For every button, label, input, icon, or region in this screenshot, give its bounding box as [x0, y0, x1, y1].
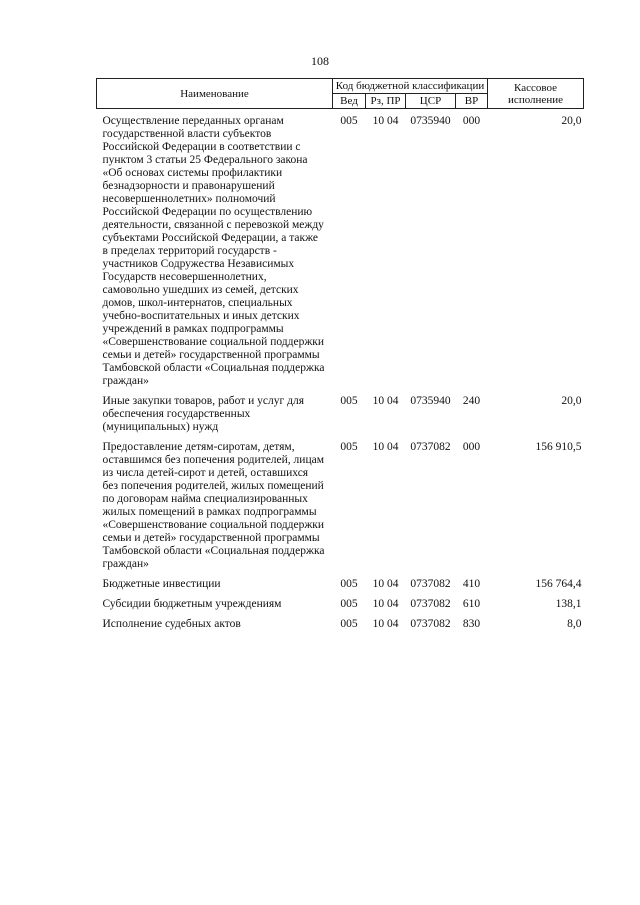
row-vr: 000 — [462, 115, 481, 127]
row-amount: 156 764,4 — [535, 578, 582, 590]
header-rz-pr: Рз, ПР — [366, 94, 406, 109]
row-rz-pr: 10 04 — [372, 618, 399, 630]
row-rz-pr: 10 04 — [372, 115, 399, 127]
table-row — [97, 109, 584, 396]
row-ved: 005 — [340, 115, 358, 127]
row-ved: 005 — [340, 395, 358, 407]
row-name: Иные закупки товаров, работ и услуг для обеспечения государственных (муниципальных) нужд — [102, 395, 304, 433]
row-amount: 20,0 — [561, 395, 582, 407]
row-vr: 410 — [462, 578, 481, 590]
row-amount: 156 910,5 — [535, 441, 582, 453]
header-name: Наименование — [97, 79, 333, 109]
row-name: Предоставление детям-сиротам, детям, оставшимся без попечения родителей, лицам из числа детей-сирот и детей, оставшихся без попечения родителей, жилых помещений по договорам найма специализированных жилых помещений в рамках подпрограммы «Совершенствование социальной поддержки семьи и детей» государственной программы Тамбовской области «Социальная поддержка граждан» — [102, 441, 325, 570]
row-csr: 0737082 — [410, 618, 451, 630]
header-execution: Кассовое исполнение — [488, 79, 584, 109]
table-header — [97, 79, 584, 109]
row-csr: 0735940 — [410, 115, 451, 127]
row-csr: 0735940 — [410, 395, 451, 407]
header-ved: Вед — [333, 94, 366, 109]
row-name: Субсидии бюджетным учреждениям — [102, 598, 282, 610]
row-rz-pr: 10 04 — [372, 395, 399, 407]
row-vr: 000 — [462, 441, 481, 453]
row-ved: 005 — [340, 578, 358, 590]
table-row — [97, 441, 584, 578]
row-name: Осуществление переданных органам государственной власти субъектов Российской Федерации в соответствии с пунктом 3 статьи 25 Федерального закона «Об основах системы профилактики безнадзорности и правонарушений несовершеннолетних» полномочий Российской Федерации по осуществлению деятельности, связанной с перевозкой между субъектами Российской Федерации, а также в пределах территорий государств - участников Содружества Независимых Государств несовершеннолетних, самовольно ушедших из семей, детских домов, школ-интернатов, специальных учебно-воспитательных и иных детских учреждений в рамках подпрограммы «Совершенствование социальной поддержки семьи и детей» государственной программы Тамбовской области «Социальная поддержка граждан» — [102, 115, 325, 387]
row-csr: 0737082 — [410, 441, 451, 453]
row-ved: 005 — [340, 618, 358, 630]
table-row — [97, 598, 584, 618]
row-csr: 0737082 — [410, 598, 451, 610]
header-code-group: Код бюджетной классификации — [333, 79, 488, 94]
page-number: 108 — [311, 54, 329, 68]
table-row — [97, 618, 584, 638]
table-row — [97, 395, 584, 441]
row-vr: 830 — [462, 618, 481, 630]
row-name: Бюджетные инвестиции — [102, 578, 221, 590]
header-vr: ВР — [456, 94, 488, 109]
row-rz-pr: 10 04 — [372, 578, 399, 590]
row-csr: 0737082 — [410, 578, 451, 590]
header-csr: ЦСР — [406, 94, 456, 109]
budget-table — [96, 78, 584, 638]
row-rz-pr: 10 04 — [372, 598, 399, 610]
row-vr: 240 — [462, 395, 481, 407]
row-ved: 005 — [340, 598, 358, 610]
row-amount: 138,1 — [555, 598, 582, 610]
row-name: Исполнение судебных актов — [102, 618, 241, 630]
row-amount: 20,0 — [561, 115, 582, 127]
table-row — [97, 578, 584, 598]
row-ved: 005 — [340, 441, 358, 453]
row-amount: 8,0 — [567, 618, 582, 630]
row-rz-pr: 10 04 — [372, 441, 399, 453]
row-vr: 610 — [462, 598, 481, 610]
